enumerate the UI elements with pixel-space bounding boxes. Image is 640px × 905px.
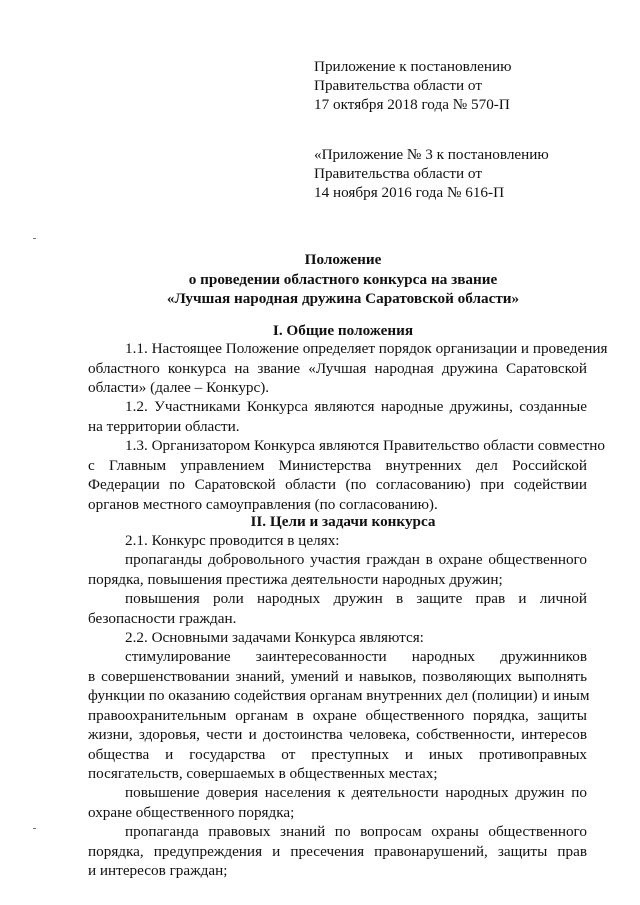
paragraph-line: пропаганда правовых знаний по вопросам охраны общественного (125, 823, 587, 840)
appendix-original-line: «Приложение № 3 к постановлению (314, 146, 549, 163)
paragraph (88, 822, 587, 881)
paragraph-line: областного конкурса на звание «Лучшая народная дружина Саратовской (88, 359, 587, 377)
title-line: о проведении областного конкурса на звание (188, 270, 498, 288)
scan-speck (33, 238, 36, 239)
paragraph-line: стимулирование заинтересованности народных дружинников (125, 648, 587, 665)
paragraph (88, 531, 587, 551)
paragraph-line: в совершенствовании знаний, умений и навыков, позволяющих выполнять (88, 667, 587, 685)
appendix-original-block (314, 145, 614, 202)
appendix-original-line: 14 ноября 2016 года № 616-П (314, 184, 505, 201)
section-heading: II. Цели и задачи конкурса (250, 513, 436, 530)
paragraph (88, 339, 608, 398)
appendix-current-line: 17 октября 2018 года № 570-П (314, 96, 510, 113)
paragraph-line: посягательств, совершаемых в общественных местах; (88, 765, 438, 782)
paragraph-line: общества и государства от преступных и иных противоправных (88, 745, 587, 763)
title-line: «Лучшая народная дружина Саратовской области» (166, 290, 520, 307)
section-heading: I. Общие положения (272, 322, 414, 339)
paragraph-line: Федерации по Саратовской области (по согласованию) при содействии (88, 476, 587, 493)
paragraph-line: порядка, предупреждения и пресечения правонарушений, защиты прав (88, 842, 587, 860)
paragraph-line: охране общественного порядка; (88, 803, 295, 821)
paragraph (88, 628, 587, 648)
paragraph (88, 589, 587, 628)
paragraph-line: повышения роли народных дружин в защите прав и личной (125, 590, 587, 607)
document-title (60, 250, 626, 309)
scan-speck (33, 828, 36, 829)
appendix-current-line: Правительства области от (314, 77, 482, 94)
paragraph-line: 1.3. Организатором Конкурса являются Правительство области совместно (125, 437, 605, 454)
paragraph-line: области» (далее – Конкурс). (88, 379, 270, 396)
appendix-current-line: Приложение к постановлению (314, 58, 512, 75)
paragraph-line: пропаганды добровольного участия граждан в охране общественного (125, 551, 587, 568)
paragraph (88, 783, 587, 822)
paragraph-line: функции по оказанию содействия органам внутренних дел (полиции) и иным (88, 687, 590, 704)
title-line: Положение (304, 251, 382, 268)
paragraph-line: 1.1. Настоящее Положение определяет порядок организации и проведения (125, 340, 608, 357)
paragraph-line: порядка, повышения престижа деятельности народных дружин; (88, 570, 503, 588)
appendix-original-line: Правительства области от (314, 165, 482, 182)
paragraph-line: и интересов граждан; (88, 862, 228, 879)
paragraph (88, 436, 605, 514)
paragraph (88, 647, 590, 784)
paragraph (88, 397, 587, 436)
paragraph-line: с Главным управлением Министерства внутренних дел Российской (88, 456, 587, 474)
paragraph-line: органов местного самоуправления (по согласованию). (88, 495, 438, 513)
paragraph-line: повышение доверия населения к деятельности народных дружин по (125, 784, 587, 801)
paragraph-line: жизни, здоровья, чести и достоинства человека, собственности, интересов (88, 726, 587, 743)
paragraph (88, 550, 587, 589)
paragraph-line: 1.2. Участниками Конкурса являются народные дружины, созданные (125, 398, 587, 415)
paragraph-line: правоохранительным органам в охране общественного порядка, защиты (88, 706, 587, 724)
appendix-current-block (314, 57, 614, 114)
paragraph-line: на территории области. (88, 417, 240, 435)
paragraph-line: 2.1. Конкурс проводится в целях: (125, 532, 340, 549)
paragraph-line: безопасности граждан. (88, 609, 237, 627)
paragraph-line: 2.2. Основными задачами Конкурса являются: (125, 629, 424, 646)
